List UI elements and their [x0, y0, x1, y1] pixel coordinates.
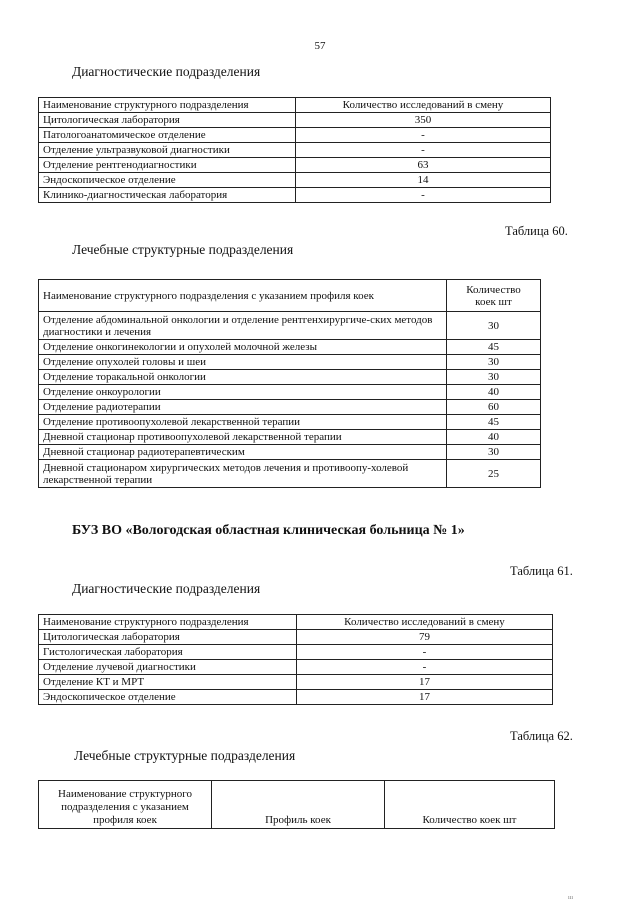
page-number: 57 — [314, 40, 326, 52]
bed-count: 30 — [447, 370, 541, 385]
bed-count: 30 — [447, 445, 541, 460]
unit-name: Патологоанатомическое отделение — [39, 128, 296, 143]
institution-title: БУЗ ВО «Вологодская областная клиническая больница № 1» — [72, 523, 465, 538]
table-caption-60: Таблица 60. — [505, 224, 568, 238]
unit-name: Эндоскопическое отделение — [39, 690, 297, 705]
footer-mark: ııı — [568, 895, 574, 901]
unit-value: 350 — [296, 113, 551, 128]
diagnostic-table-61 — [38, 614, 553, 705]
bed-count: 30 — [447, 355, 541, 370]
table-header-row — [39, 98, 551, 113]
header-cell: Профиль коек — [212, 781, 385, 829]
unit-value: 63 — [296, 158, 551, 173]
section-heading-treatment: Лечебные структурные подразделения — [72, 242, 294, 257]
header-cell: Количество коек шт — [385, 781, 555, 829]
unit-name: Отделение онкоурологии — [39, 385, 447, 400]
header-cell: Количество коек шт — [447, 280, 541, 312]
unit-name: Эндоскопическое отделение — [39, 173, 296, 188]
bed-count: 40 — [447, 385, 541, 400]
unit-value: 14 — [296, 173, 551, 188]
table-row — [39, 128, 551, 143]
section-heading-diagnostic-2: Диагностические подразделения — [72, 581, 261, 596]
unit-name: Отделение рентгенодиагностики — [39, 158, 296, 173]
table-header-row — [39, 781, 555, 829]
unit-name: Отделение КТ и МРТ — [39, 675, 297, 690]
unit-name: Дневной стационаром хирургических методов лечения и противоопу-холевой лекарственной терапии — [39, 460, 447, 488]
table-row — [39, 415, 541, 430]
header-cell: Количество исследований в смену — [296, 98, 551, 113]
table-row — [39, 173, 551, 188]
unit-name: Отделение противоопухолевой лекарственной терапии — [39, 415, 447, 430]
unit-name: Дневной стационар радиотерапевтическим — [39, 445, 447, 460]
table-row — [39, 370, 541, 385]
unit-value: 79 — [297, 630, 553, 645]
unit-name: Отделение опухолей головы и шеи — [39, 355, 447, 370]
header-cell: Количество исследований в смену — [297, 615, 553, 630]
header-cell: Наименование структурного подразделения — [39, 615, 297, 630]
table-row — [39, 445, 541, 460]
table-header-row — [39, 615, 553, 630]
table-row — [39, 675, 553, 690]
unit-name: Отделение торакальной онкологии — [39, 370, 447, 385]
table-caption-62: Таблица 62. — [510, 729, 573, 743]
table-row — [39, 385, 541, 400]
table-row — [39, 113, 551, 128]
bed-count: 25 — [447, 460, 541, 488]
bed-count: 45 — [447, 415, 541, 430]
unit-value: - — [297, 660, 553, 675]
unit-name: Отделение лучевой диагностики — [39, 660, 297, 675]
unit-name: Отделение ультразвуковой диагностики — [39, 143, 296, 158]
unit-name: Гистологическая лаборатория — [39, 645, 297, 660]
treatment-table-62 — [38, 780, 555, 829]
unit-name: Дневной стационар противоопухолевой лекарственной терапии — [39, 430, 447, 445]
table-row — [39, 355, 541, 370]
diagnostic-table-1 — [38, 97, 551, 203]
unit-name: Отделение абдоминальной онкологии и отделение рентгенхирургиче-ских методов диагностики и лечения — [39, 312, 447, 340]
table-header-row — [39, 280, 541, 312]
bed-count: 60 — [447, 400, 541, 415]
table-row — [39, 645, 553, 660]
unit-name: Клинико-диагностическая лаборатория — [39, 188, 296, 203]
unit-name: Отделение онкогинекологии и опухолей молочной железы — [39, 340, 447, 355]
table-row — [39, 660, 553, 675]
header-cell: Наименование структурного подразделения с указанием профиля коек — [39, 781, 212, 829]
table-caption-61: Таблица 61. — [510, 564, 573, 578]
unit-name: Цитологическая лаборатория — [39, 630, 297, 645]
unit-value: - — [296, 128, 551, 143]
bed-count: 40 — [447, 430, 541, 445]
table-row — [39, 158, 551, 173]
table-row — [39, 400, 541, 415]
unit-name: Цитологическая лаборатория — [39, 113, 296, 128]
table-row — [39, 143, 551, 158]
table-row — [39, 312, 541, 340]
table-row — [39, 430, 541, 445]
header-cell: Наименование структурного подразделения — [39, 98, 296, 113]
unit-value: - — [297, 645, 553, 660]
treatment-table-60 — [38, 279, 541, 488]
section-heading-treatment-2: Лечебные структурные подразделения — [74, 748, 296, 763]
table-row — [39, 188, 551, 203]
unit-value: - — [296, 143, 551, 158]
bed-count: 30 — [447, 312, 541, 340]
unit-value: 17 — [297, 675, 553, 690]
section-heading-diagnostic: Диагностические подразделения — [72, 64, 261, 79]
bed-count: 45 — [447, 340, 541, 355]
unit-value: 17 — [297, 690, 553, 705]
unit-name: Отделение радиотерапии — [39, 400, 447, 415]
unit-value: - — [296, 188, 551, 203]
header-cell: Наименование структурного подразделения с указанием профиля коек — [39, 280, 447, 312]
table-row — [39, 630, 553, 645]
table-row — [39, 690, 553, 705]
table-row — [39, 460, 541, 488]
table-row — [39, 340, 541, 355]
